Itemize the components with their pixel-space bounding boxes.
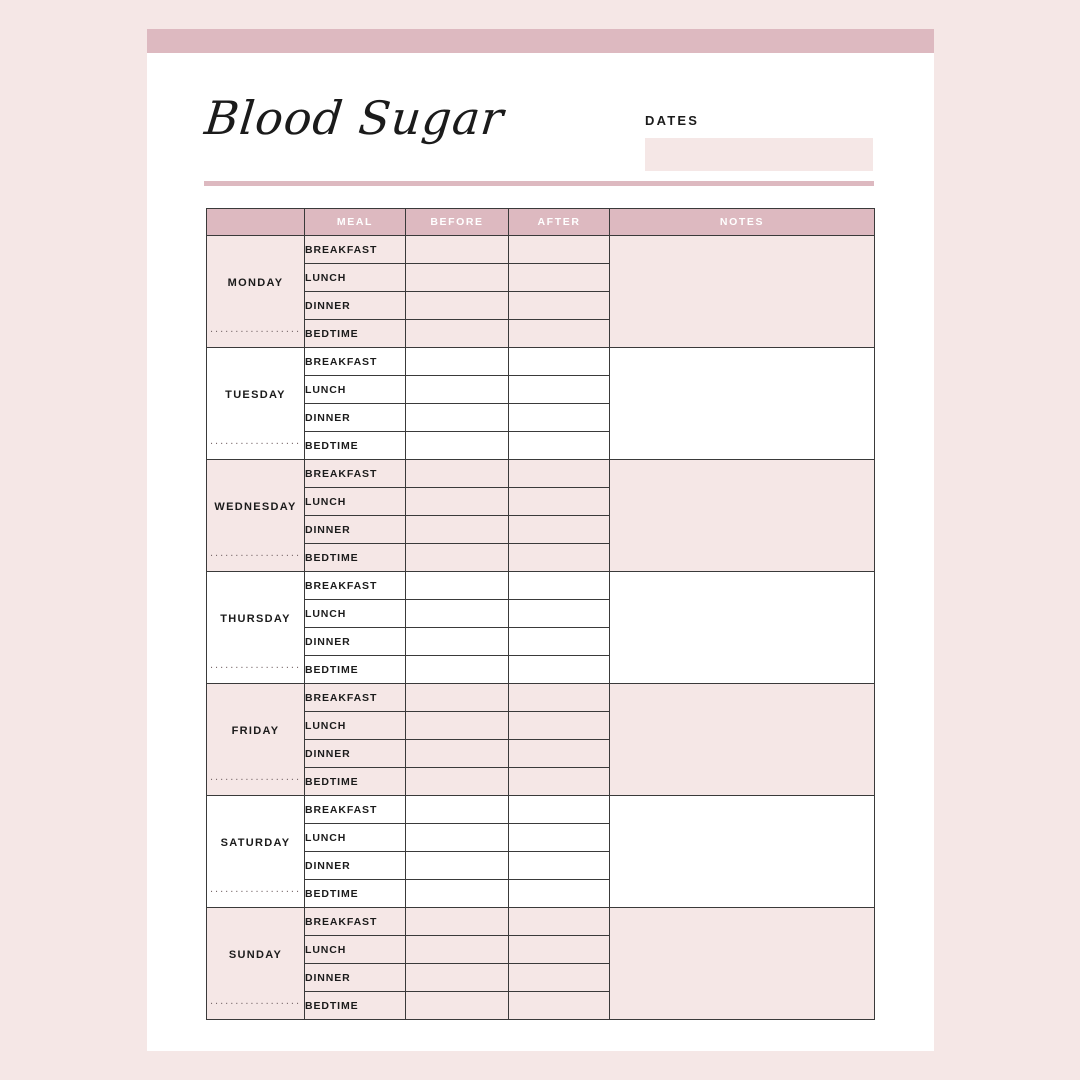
before-value-cell[interactable]: [406, 796, 509, 824]
before-value-cell[interactable]: [406, 936, 509, 964]
meal-label-cell: BREAKFAST: [305, 796, 406, 824]
after-value-cell[interactable]: [509, 292, 610, 320]
before-value-cell[interactable]: [406, 740, 509, 768]
notes-cell[interactable]: [610, 796, 875, 908]
table-row: [207, 460, 875, 488]
meal-label-cell: BEDTIME: [305, 992, 406, 1020]
meal-label-cell: LUNCH: [305, 264, 406, 292]
day-cell: [207, 460, 305, 572]
after-value-cell[interactable]: [509, 236, 610, 264]
notes-cell[interactable]: [610, 908, 875, 1020]
after-value-cell[interactable]: [509, 796, 610, 824]
table-row: [207, 348, 875, 376]
header-band: [147, 29, 934, 53]
before-value-cell[interactable]: [406, 376, 509, 404]
date-dots-line[interactable]: ..................: [209, 547, 301, 559]
day-cell: [207, 348, 305, 460]
day-label: SUNDAY: [228, 948, 283, 961]
before-value-cell[interactable]: [406, 768, 509, 796]
table-row: [207, 908, 875, 936]
day-label: THURSDAY: [220, 612, 291, 625]
after-value-cell[interactable]: [509, 572, 610, 600]
after-value-cell[interactable]: [509, 628, 610, 656]
meal-label-cell: BREAKFAST: [305, 684, 406, 712]
meal-label-cell: BEDTIME: [305, 432, 406, 460]
after-value-cell[interactable]: [509, 992, 610, 1020]
notes-cell[interactable]: [610, 572, 875, 684]
meal-label-cell: DINNER: [305, 740, 406, 768]
meal-label-cell: BREAKFAST: [305, 908, 406, 936]
meal-label-cell: LUNCH: [305, 488, 406, 516]
meal-label-cell: BREAKFAST: [305, 572, 406, 600]
before-value-cell[interactable]: [406, 572, 509, 600]
before-value-cell[interactable]: [406, 712, 509, 740]
after-value-cell[interactable]: [509, 908, 610, 936]
meal-label-cell: LUNCH: [305, 600, 406, 628]
meal-label-cell: DINNER: [305, 852, 406, 880]
meal-label-cell: LUNCH: [305, 824, 406, 852]
table-head: [207, 209, 875, 236]
date-dots-line[interactable]: ..................: [209, 883, 301, 895]
column-header-before: BEFORE: [406, 209, 509, 236]
notes-cell[interactable]: [610, 460, 875, 572]
dates-input[interactable]: [645, 138, 873, 171]
after-value-cell[interactable]: [509, 516, 610, 544]
day-cell: [207, 684, 305, 796]
date-dots-line[interactable]: ..................: [209, 323, 301, 335]
notes-cell[interactable]: [610, 348, 875, 460]
after-value-cell[interactable]: [509, 376, 610, 404]
after-value-cell[interactable]: [509, 432, 610, 460]
before-value-cell[interactable]: [406, 236, 509, 264]
meal-label-cell: DINNER: [305, 628, 406, 656]
meal-label-cell: DINNER: [305, 404, 406, 432]
day-cell: [207, 796, 305, 908]
before-value-cell[interactable]: [406, 516, 509, 544]
before-value-cell[interactable]: [406, 600, 509, 628]
before-value-cell[interactable]: [406, 684, 509, 712]
column-header-day: [207, 209, 305, 236]
meal-label-cell: BEDTIME: [305, 880, 406, 908]
meal-label-cell: BREAKFAST: [305, 236, 406, 264]
after-value-cell[interactable]: [509, 656, 610, 684]
after-value-cell[interactable]: [509, 880, 610, 908]
after-value-cell[interactable]: [509, 264, 610, 292]
before-value-cell[interactable]: [406, 908, 509, 936]
meal-label-cell: DINNER: [305, 516, 406, 544]
after-value-cell[interactable]: [509, 544, 610, 572]
table-row: [207, 572, 875, 600]
column-header-notes: NOTES: [610, 209, 875, 236]
before-value-cell[interactable]: [406, 264, 509, 292]
meal-label-cell: BEDTIME: [305, 320, 406, 348]
after-value-cell[interactable]: [509, 684, 610, 712]
before-value-cell[interactable]: [406, 404, 509, 432]
after-value-cell[interactable]: [509, 348, 610, 376]
before-value-cell[interactable]: [406, 544, 509, 572]
date-dots-line[interactable]: ..................: [209, 995, 301, 1007]
day-label: SATURDAY: [220, 836, 291, 849]
before-value-cell[interactable]: [406, 292, 509, 320]
meal-label-cell: LUNCH: [305, 712, 406, 740]
meal-label-cell: DINNER: [305, 292, 406, 320]
after-value-cell[interactable]: [509, 740, 610, 768]
before-value-cell[interactable]: [406, 460, 509, 488]
column-header-meal: MEAL: [305, 209, 406, 236]
date-dots-line[interactable]: ..................: [209, 659, 301, 671]
table-row: [207, 684, 875, 712]
before-value-cell[interactable]: [406, 488, 509, 516]
meal-label-cell: BEDTIME: [305, 656, 406, 684]
date-dots-line[interactable]: ..................: [209, 771, 301, 783]
after-value-cell[interactable]: [509, 824, 610, 852]
table-body: [207, 236, 875, 1020]
page-title: Blood Sugar: [202, 91, 507, 145]
before-value-cell[interactable]: [406, 320, 509, 348]
meal-label-cell: BEDTIME: [305, 544, 406, 572]
after-value-cell[interactable]: [509, 488, 610, 516]
before-value-cell[interactable]: [406, 880, 509, 908]
meal-label-cell: LUNCH: [305, 936, 406, 964]
meal-label-cell: BREAKFAST: [305, 460, 406, 488]
before-value-cell[interactable]: [406, 348, 509, 376]
day-cell: [207, 908, 305, 1020]
date-dots-line[interactable]: ..................: [209, 435, 301, 447]
before-value-cell[interactable]: [406, 964, 509, 992]
meal-label-cell: BEDTIME: [305, 768, 406, 796]
meal-label-cell: LUNCH: [305, 376, 406, 404]
notes-cell[interactable]: [610, 684, 875, 796]
day-label: WEDNESDAY: [214, 500, 297, 513]
before-value-cell[interactable]: [406, 852, 509, 880]
day-label: MONDAY: [227, 276, 284, 289]
column-header-after: AFTER: [509, 209, 610, 236]
meal-label-cell: DINNER: [305, 964, 406, 992]
after-value-cell[interactable]: [509, 852, 610, 880]
before-value-cell[interactable]: [406, 432, 509, 460]
meal-label-cell: BREAKFAST: [305, 348, 406, 376]
after-value-cell[interactable]: [509, 460, 610, 488]
after-value-cell[interactable]: [509, 964, 610, 992]
day-cell: [207, 572, 305, 684]
after-value-cell[interactable]: [509, 600, 610, 628]
before-value-cell[interactable]: [406, 656, 509, 684]
after-value-cell[interactable]: [509, 404, 610, 432]
before-value-cell[interactable]: [406, 824, 509, 852]
table-header-row: [207, 209, 875, 236]
after-value-cell[interactable]: [509, 712, 610, 740]
day-cell: [207, 236, 305, 348]
day-label: TUESDAY: [225, 388, 286, 401]
header-divider: [204, 181, 874, 186]
table-row: [207, 796, 875, 824]
after-value-cell[interactable]: [509, 320, 610, 348]
dates-label: DATES: [645, 113, 700, 128]
before-value-cell[interactable]: [406, 628, 509, 656]
day-label: FRIDAY: [231, 724, 280, 737]
printable-page: [147, 29, 934, 1051]
after-value-cell[interactable]: [509, 768, 610, 796]
after-value-cell[interactable]: [509, 936, 610, 964]
page-header: [147, 53, 934, 193]
table-row: [207, 236, 875, 264]
notes-cell[interactable]: [610, 236, 875, 348]
before-value-cell[interactable]: [406, 992, 509, 1020]
blood-sugar-table: [206, 208, 875, 1020]
